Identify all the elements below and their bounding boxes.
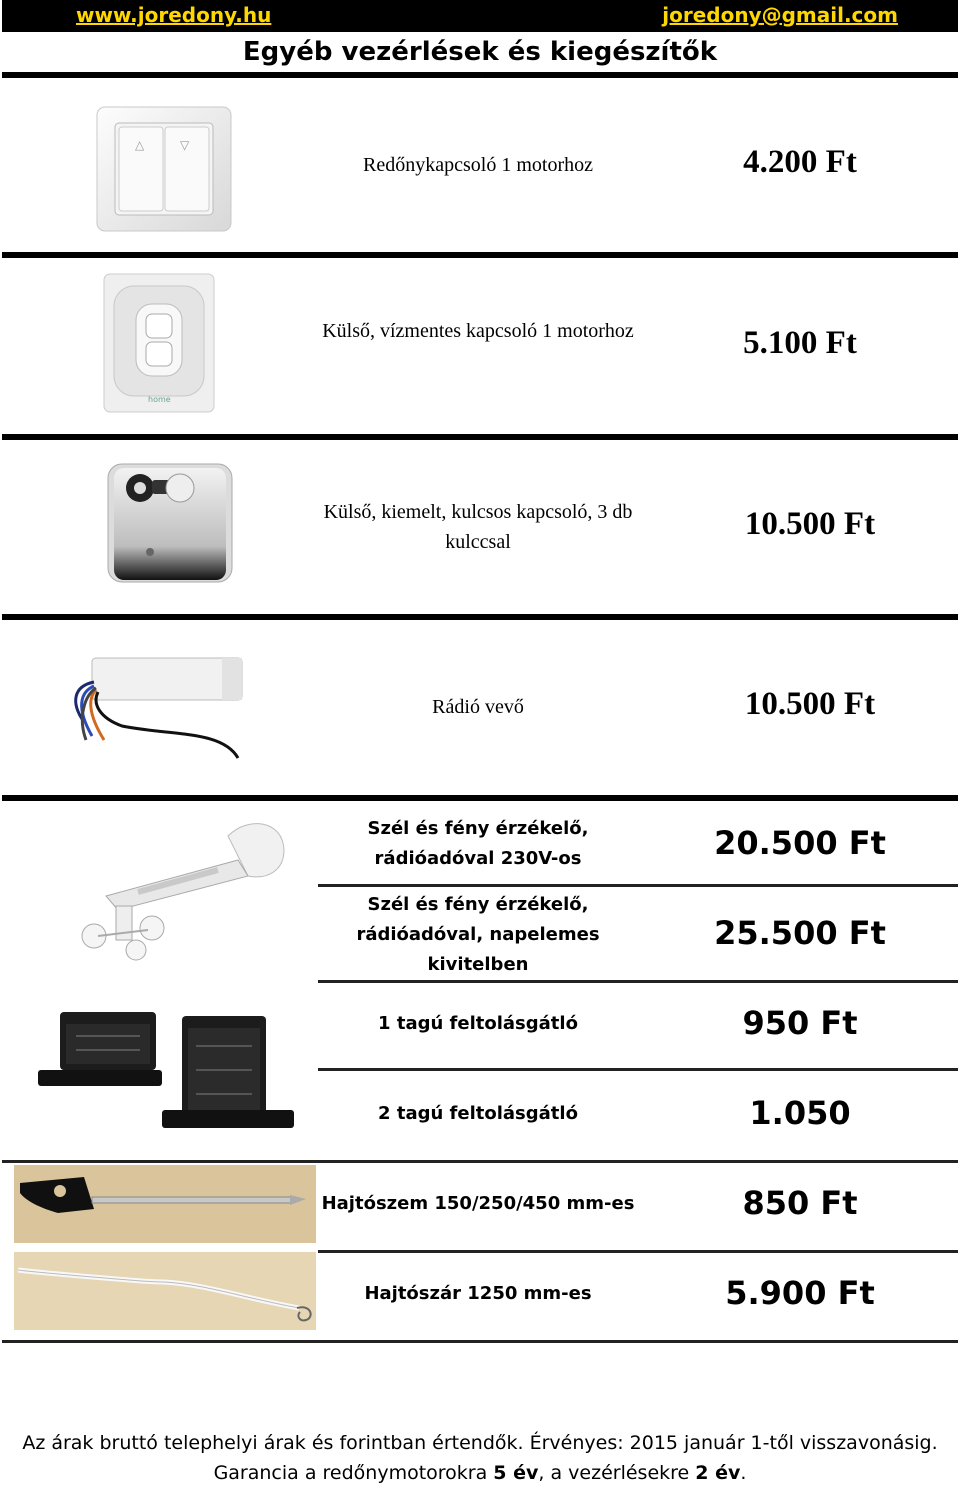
header-bar bbox=[2, 0, 958, 32]
product-price: 25.500 Ft bbox=[714, 914, 886, 952]
warranty-note bbox=[0, 1458, 960, 1488]
product-name: Hajtószár 1250 mm-es bbox=[364, 1283, 592, 1304]
site-link[interactable]: www.joredony.hu bbox=[76, 3, 272, 27]
divider bbox=[318, 1068, 958, 1071]
drive-rod-image bbox=[14, 1252, 316, 1330]
product-name bbox=[318, 316, 638, 346]
divider bbox=[318, 980, 958, 983]
waterproof-switch-image bbox=[100, 268, 220, 418]
page-title: Egyéb vezérlések és kiegészítők bbox=[242, 37, 718, 67]
product-price: 20.500 Ft bbox=[714, 824, 886, 862]
warranty-text: . bbox=[740, 1462, 747, 1484]
svg-text:home: home bbox=[148, 395, 171, 404]
product-name: 2 tagú feltolásgátló bbox=[378, 1103, 578, 1124]
radio-receiver-image bbox=[62, 652, 252, 762]
divider bbox=[2, 252, 958, 258]
product-name: Külső, kiemelt, kulcsos kapcsoló, 3 db kulccsal bbox=[323, 501, 633, 553]
wall-switch-image bbox=[95, 105, 235, 235]
product-price: 4.200 Ft bbox=[743, 144, 857, 180]
divider bbox=[318, 1250, 958, 1253]
divider bbox=[2, 614, 958, 620]
drive-eye-image bbox=[14, 1165, 316, 1243]
key-switch-image bbox=[100, 458, 240, 588]
product-price: 5.900 Ft bbox=[725, 1274, 875, 1312]
product-name: Rádió vevő bbox=[432, 696, 524, 718]
svg-text:△: △ bbox=[135, 138, 145, 152]
product-price: 950 Ft bbox=[742, 1004, 858, 1042]
divider bbox=[2, 1160, 958, 1163]
warranty-text: , a vezérlésekre bbox=[538, 1462, 696, 1484]
divider bbox=[318, 884, 958, 887]
product-name: Szél és fény érzékelő, rádióadóval 230V-os bbox=[367, 818, 589, 869]
motor-warranty: 5 év bbox=[493, 1462, 539, 1484]
product-price: 10.500 Ft bbox=[744, 506, 876, 542]
divider bbox=[2, 72, 958, 78]
product-price: 850 Ft bbox=[742, 1184, 858, 1222]
product-price: 5.100 Ft bbox=[743, 325, 857, 361]
warranty-text: Garancia a redőnymotorokra bbox=[213, 1462, 494, 1484]
product-name-text: Külső, vízmentes kapcsoló 1 motorhoz bbox=[322, 320, 634, 342]
svg-text:▽: ▽ bbox=[180, 138, 190, 152]
wind-sensor-image bbox=[78, 810, 298, 980]
control-warranty: 2 év bbox=[695, 1462, 741, 1484]
product-name: Szél és fény érzékelő, rádióadóval, napelemes kivitelben bbox=[356, 894, 600, 975]
product-price: 10.500 Ft bbox=[744, 686, 876, 722]
divider bbox=[2, 1340, 958, 1343]
footer-note: Az árak bruttó telephelyi árak és forintban értendők. Érvényes: 2015 január 1-től visszavonásig. bbox=[22, 1432, 938, 1454]
email-link[interactable]: joredony@gmail.com bbox=[662, 3, 898, 27]
product-name: Redőnykapcsoló 1 motorhoz bbox=[363, 154, 593, 176]
product-name: Hajtószem 150/250/450 mm-es bbox=[321, 1193, 635, 1214]
product-price: 1.050 bbox=[749, 1094, 851, 1132]
product-name: 1 tagú feltolásgátló bbox=[378, 1013, 578, 1034]
divider bbox=[2, 434, 958, 440]
divider bbox=[2, 795, 958, 801]
lift-block-image bbox=[36, 1006, 306, 1136]
